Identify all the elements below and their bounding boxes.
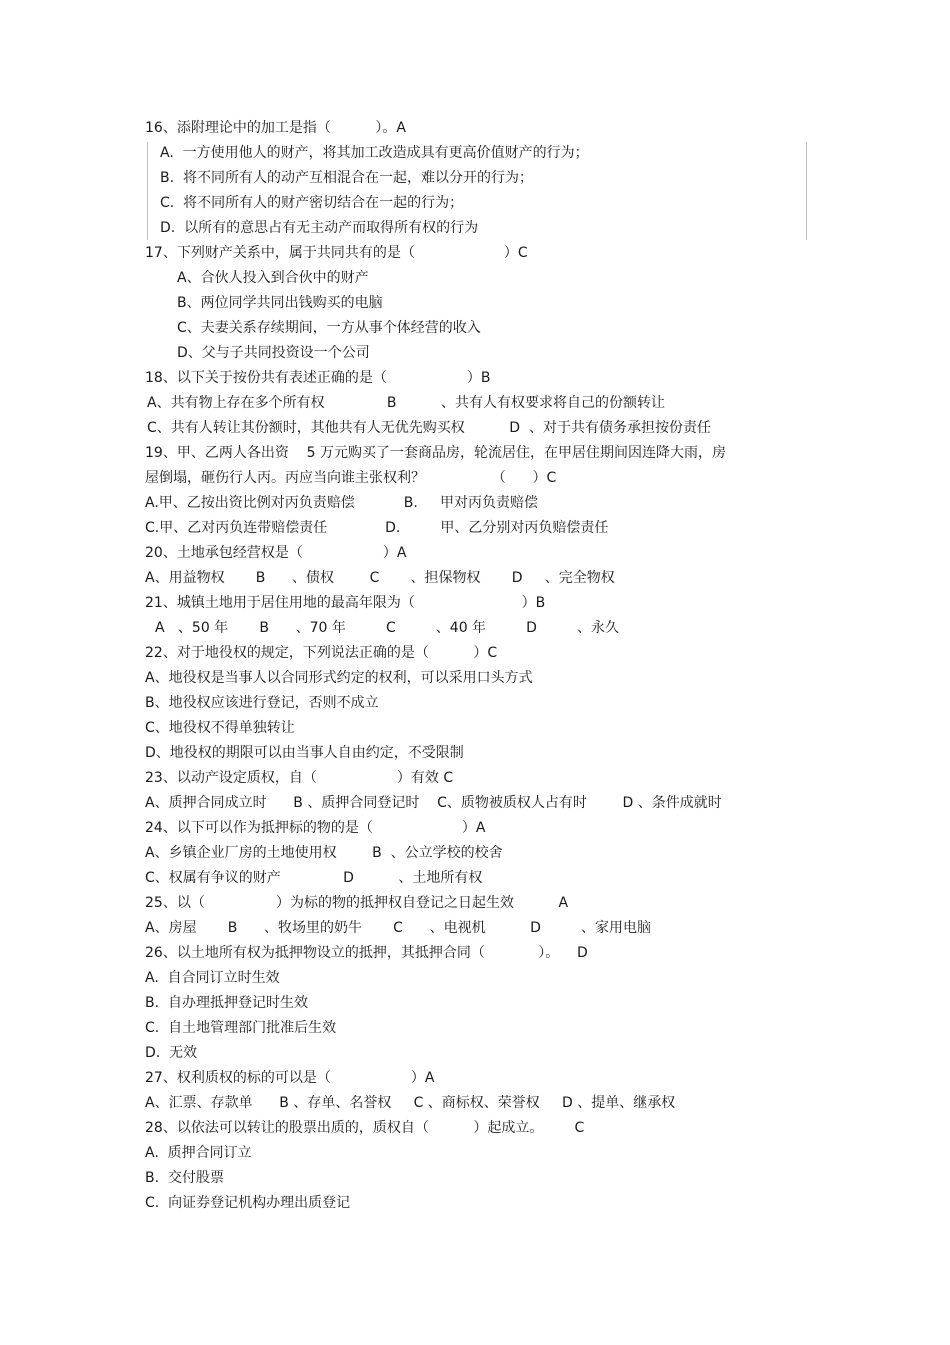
q21-options: A 、50 年 B 、70 年 C 、40 年 D 、永久 (155, 620, 619, 636)
question-19-cont: 屋倒塌，砸伤行人丙。丙应当向谁主张权利？ （ ）C (145, 470, 557, 486)
question-23: 23、以动产设定质权，自（ ）有效 C (145, 770, 454, 786)
q22-option-b: B、地役权应该进行登记，否则不成立 (145, 695, 379, 711)
question-17: 17、下列财产关系中，属于共同共有的是（ ）C (145, 245, 528, 261)
q25-options: A、房屋 B 、牧场里的奶牛 C 、电视机 D 、家用电脑 (145, 920, 651, 936)
q17-option-b: B、两位同学共同出钱购买的电脑 (177, 295, 383, 311)
q28-option-a: A. 质押合同订立 (145, 1145, 252, 1161)
q28-option-c: C. 向证券登记机构办理出质登记 (145, 1195, 351, 1211)
question-26: 26、以土地所有权为抵押物设立的抵押，其抵押合同（ ）。 D (145, 945, 588, 961)
question-20: 20、土地承包经营权是（ ）A (145, 545, 407, 561)
question-27: 27、权利质权的标的可以是（ ）A (145, 1070, 435, 1086)
q18-options-cd: C、共有人转让其份额时，其他共有人无优先购买权 D 、对于共有债务承担按份责任 (147, 420, 711, 436)
question-28: 28、以依法可以转让的股票出质的，质权自（ ）起成立。 C (145, 1120, 585, 1136)
q16-option-d: D. 以所有的意思占有无主动产而取得所有权的行为 (160, 220, 479, 236)
q16-option-b: B. 将不同所有人的动产互相混合在一起，难以分开的行为； (160, 170, 533, 186)
question-21: 21、城镇土地用于居住用地的最高年限为（ ）B (145, 595, 546, 611)
question-22: 22、对于地役权的规定，下列说法正确的是（ ）C (145, 645, 498, 661)
q23-options: A、质押合同成立时 B 、质押合同登记时 C、质物被质权人占有时 D 、条件成就时 (145, 795, 722, 811)
q16-option-c: C. 将不同所有人的财产密切结合在一起的行为； (160, 195, 464, 211)
q26-option-d: D. 无效 (145, 1045, 198, 1061)
q17-option-a: A、合伙人投入到合伙中的财产 (177, 270, 369, 286)
left-margin-rule (147, 142, 148, 240)
q24-options-ab: A、乡镇企业厂房的土地使用权 B 、公立学校的校舍 (145, 845, 503, 861)
question-24: 24、以下可以作为抵押标的物的是（ ）A (145, 820, 486, 836)
q19-options-ab: A.甲、乙按出资比例对丙负责赔偿 B. 甲对丙负责赔偿 (145, 495, 539, 511)
right-margin-rule (806, 142, 807, 240)
q17-option-c: C、夫妻关系存续期间，一方从事个体经营的收入 (177, 320, 481, 336)
question-18: 18、以下关于按份共有表述正确的是（ ）B (145, 370, 491, 386)
q17-option-d: D、父与子共同投资设一个公司 (177, 345, 370, 361)
q24-options-cd: C、权属有争议的财产 D 、土地所有权 (145, 870, 483, 886)
q26-option-c: C. 自土地管理部门批准后生效 (145, 1020, 337, 1036)
question-19: 19、甲、乙两人各出资 5 万元购买了一套商品房，轮流居住，在甲居住期间因连降大雨，房 (145, 445, 726, 461)
q19-options-cd: C.甲、乙对丙负连带赔偿责任 D. 甲、乙分别对丙负赔偿责任 (145, 520, 609, 536)
question-25: 25、以（ ）为标的物的抵押权自登记之日起生效 A (145, 895, 569, 911)
q22-option-d: D、地役权的期限可以由当事人自由约定，不受限制 (145, 745, 464, 761)
q20-options: A、用益物权 B 、债权 C 、担保物权 D 、完全物权 (145, 570, 615, 586)
q26-option-a: A. 自合同订立时生效 (145, 970, 280, 986)
q18-options-ab: A、共有物上存在多个所有权 B 、共有人有权要求将自己的份额转让 (147, 395, 665, 411)
q22-option-a: A、地役权是当事人以合同形式约定的权利，可以采用口头方式 (145, 670, 533, 686)
q26-option-b: B. 自办理抵押登记时生效 (145, 995, 308, 1011)
question-16: 16、添附理论中的加工是指（ ）。A (145, 120, 406, 136)
q16-option-a: A. 一方使用他人的财产，将其加工改造成具有更高价值财产的行为； (160, 145, 589, 161)
q22-option-c: C、地役权不得单独转让 (145, 720, 295, 736)
q27-options: A、汇票、存款单 B 、存单、名誉权 C 、商标权、荣誉权 D 、提单、继承权 (145, 1095, 676, 1111)
q28-option-b: B. 交付股票 (145, 1170, 224, 1186)
